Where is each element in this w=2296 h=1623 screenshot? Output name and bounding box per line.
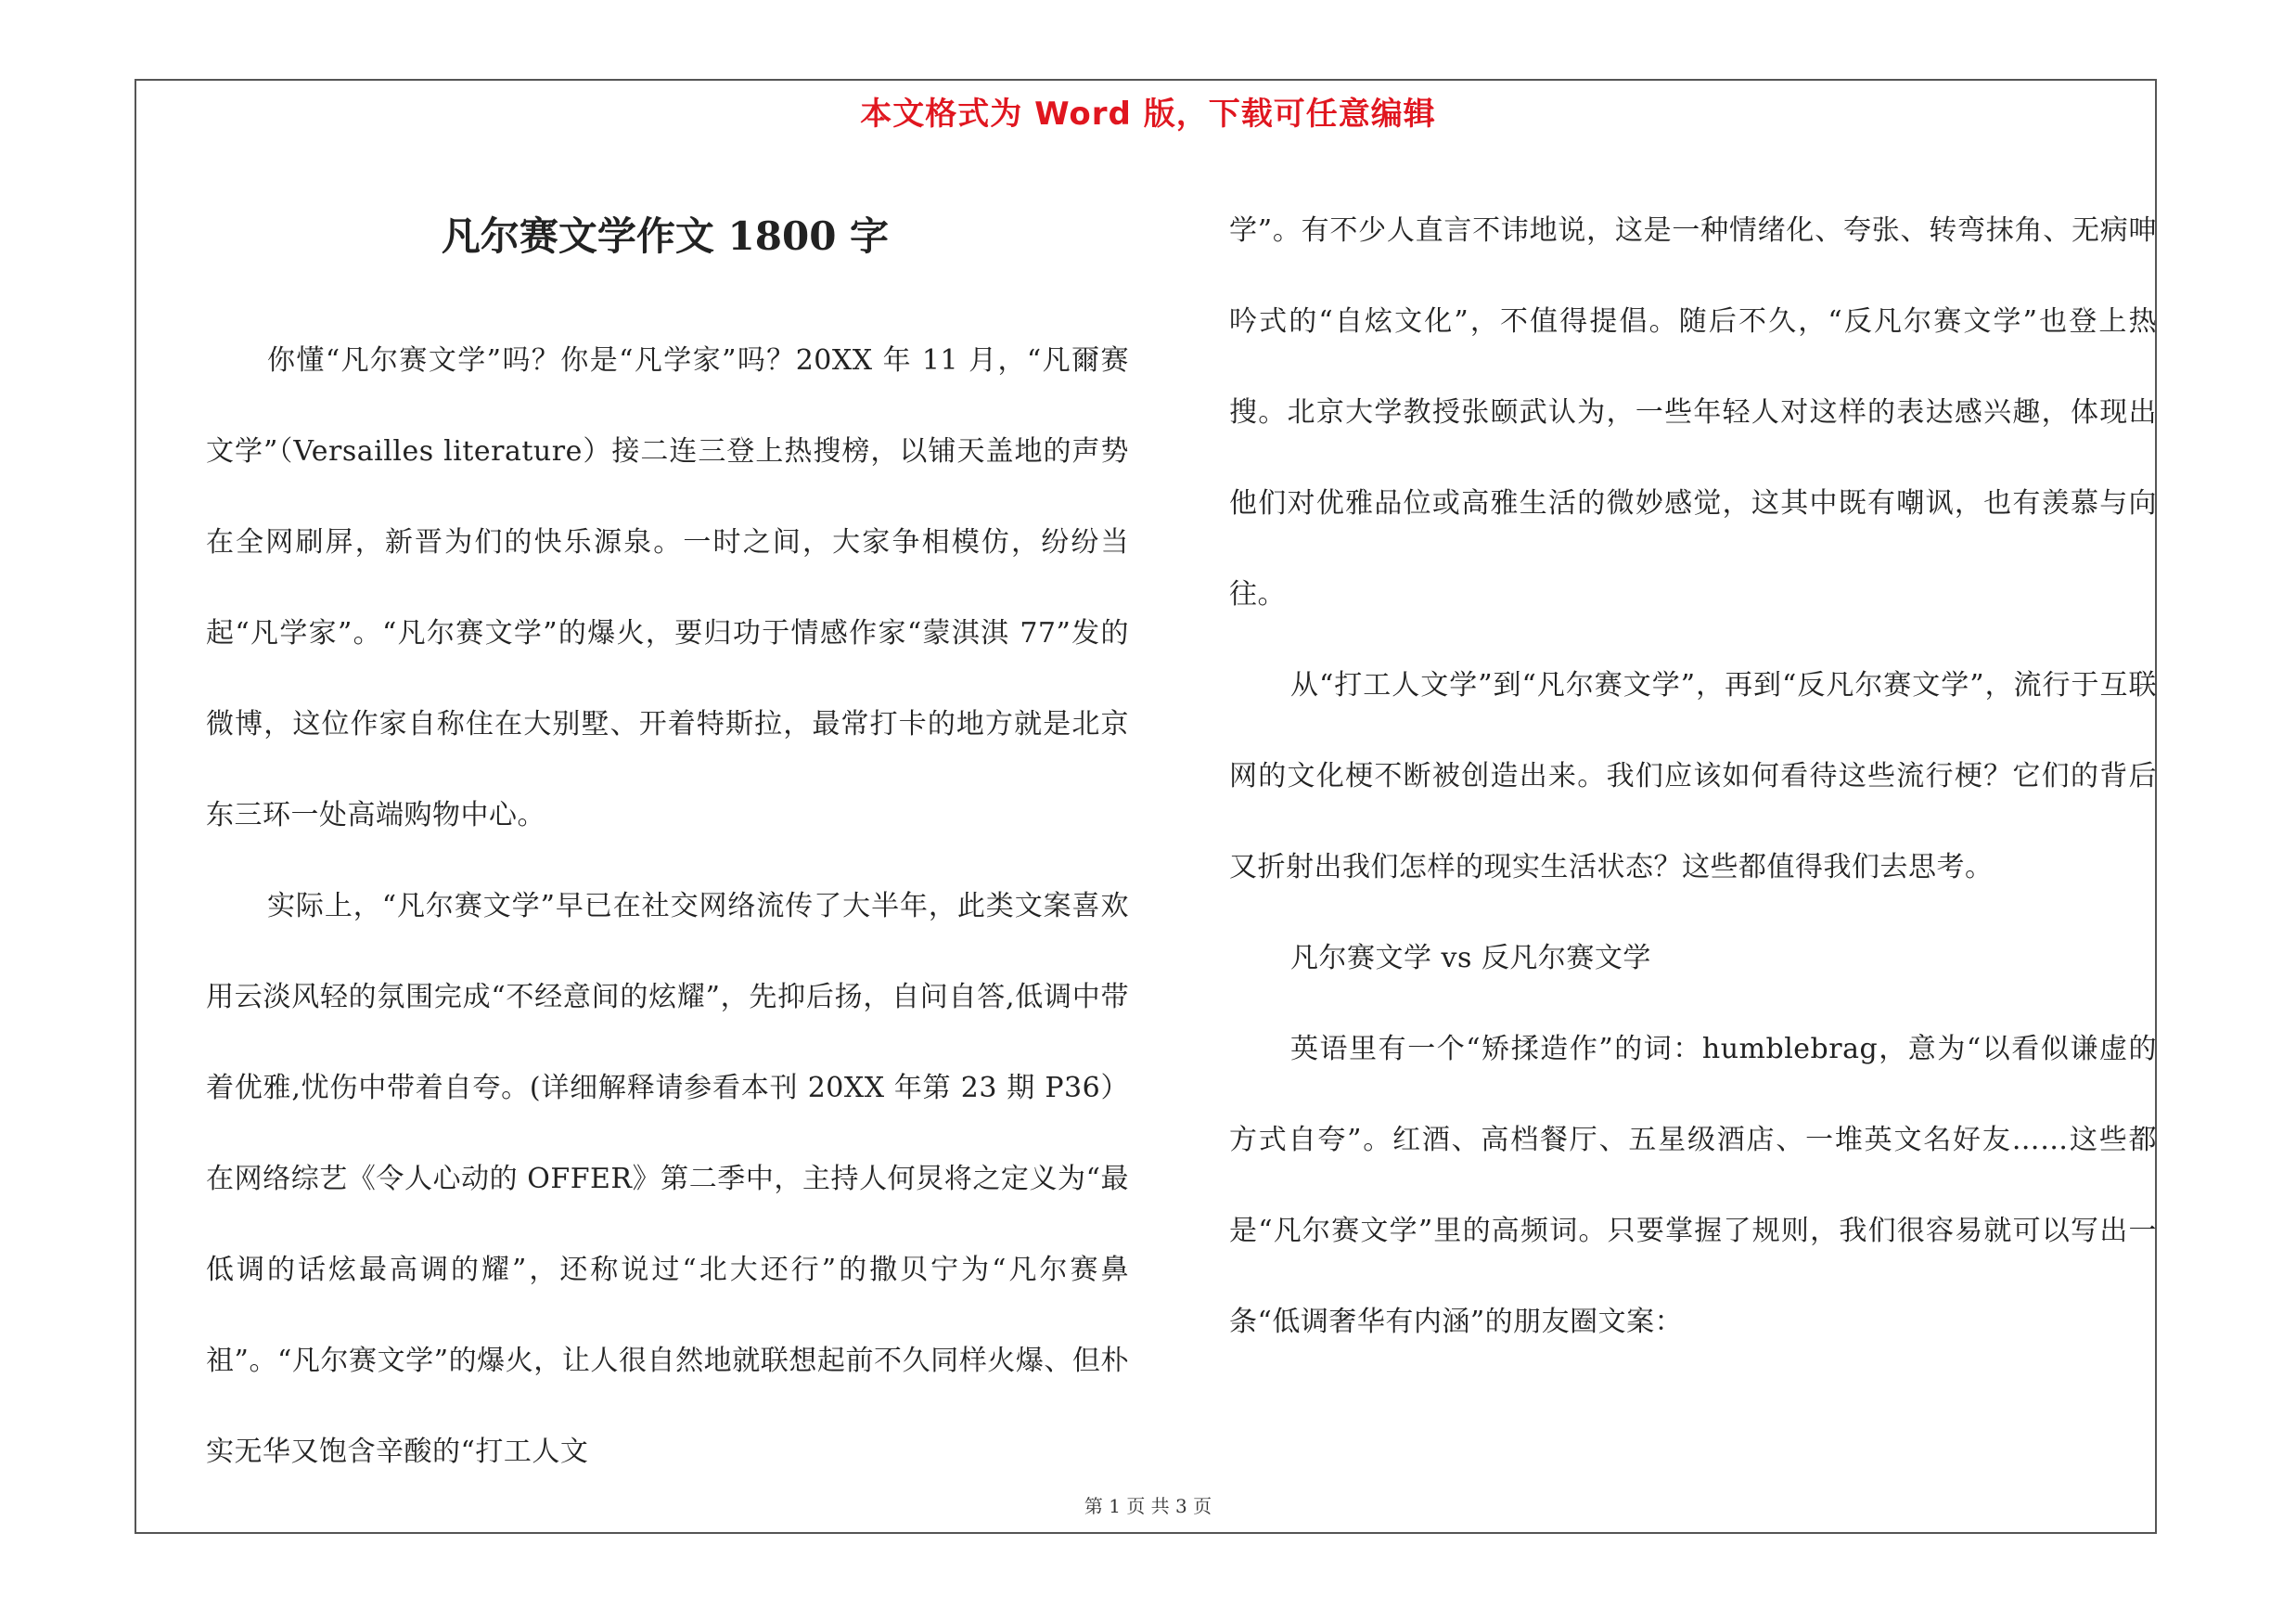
section-heading: 凡尔赛文学 vs 反凡尔赛文学 (1290, 942, 1651, 974)
page-number-footer: 第 1 页 共 3 页 (1084, 1495, 1212, 1517)
document-title: 凡尔赛文学作文 1800 字 (441, 213, 890, 259)
format-banner: 本文格式为 Word 版，下载可任意编辑 (860, 96, 1436, 133)
paragraph: 英语里有一个“矫揉造作”的词：humblebrag，意为“以看似谦虚的方式自夸”。红酒、高档餐厅、五星级酒店、一堆英文名好友……这些都是“凡尔赛文学”里的高频词。只要掌握了规则，我们很容易就可以写出一条“低调奢华有内涵”的朋友圈文案： (1229, 1033, 2157, 1338)
paragraph: 实际上，“凡尔赛文学”早已在社交网络流传了大半年，此类文案喜欢用云淡风轻的氛围完成“不经意间的炫耀”，先抑后扬，自问自答,低调中带着优雅,忧伤中带着自夸。(详细解释请参看本刊 20XX 年第 23 期 P36）在网络综艺《令人心动的 OFFER》第二季中，主持人何炅将之定义为“最低调的话炫最高调的耀”，还称说过“北大还行”的撒贝宁为“凡尔赛鼻祖”。“凡尔赛文学”的爆火，让人很自然地就联想起前不久同样火爆、但朴实无华又饱含辛酸的“打工人文 (206, 890, 1129, 1468)
paragraph: 你懂“凡尔赛文学”吗？你是“凡学家”吗？20XX 年 11 月，“凡爾赛文学”（Versailles literature）接二连三登上热搜榜，以铺天盖地的声势在全网刷屏，新晋为们的快乐源泉。一时之间，大家争相模仿，纷纷当起“凡学家”。“凡尔赛文学”的爆火，要归功于情感作家“蒙淇淇 77”发的微博，这位作家自称住在大别墅、开着特斯拉，最常打卡的地方就是北京东三环一处高端购物中心。 (206, 344, 1129, 831)
left-column-body (206, 316, 1129, 1498)
right-column-body (1229, 186, 2157, 1368)
paragraph: 学”。有不少人直言不讳地说，这是一种情绪化、夸张、转弯抹角、无病呻吟式的“自炫文化”，不值得提倡。随后不久，“反凡尔赛文学”也登上热搜。北京大学教授张颐武认为，一些年轻人对这样的表达感兴趣，体现出他们对优雅品位或高雅生活的微妙感觉，这其中既有嘲讽，也有羡慕与向往。 (1229, 214, 2157, 611)
paragraph: 从“打工人文学”到“凡尔赛文学”，再到“反凡尔赛文学”，流行于互联网的文化梗不断被创造出来。我们应该如何看待这些流行梗？它们的背后又折射出我们怎样的现实生活状态？这些都值得我们去思考。 (1229, 669, 2157, 883)
